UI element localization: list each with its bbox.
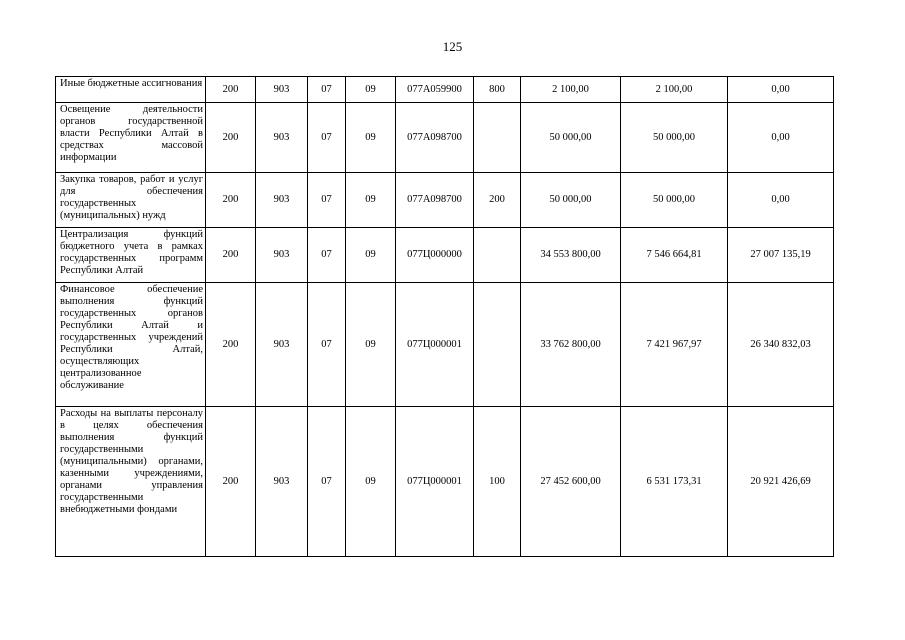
row-name: Централизация функций бюджетного учета в рамках государственных программ Республики Алтай [56,228,206,283]
row-csr: 077А098700 [396,173,474,228]
row-remaining: 26 340 832,03 [728,283,834,407]
row-remaining: 0,00 [728,77,834,103]
row-plan: 34 553 800,00 [521,228,621,283]
row-section: 07 [308,103,346,173]
row-executed: 6 531 173,31 [621,407,728,557]
row-executed: 2 100,00 [621,77,728,103]
row-subsection: 09 [346,283,396,407]
table-row [56,173,834,228]
row-grbs: 200 [206,173,256,228]
row-csr: 077Ц000000 [396,228,474,283]
row-vr: 800 [474,77,521,103]
row-subsection: 09 [346,173,396,228]
row-grbs: 200 [206,77,256,103]
row-remaining: 0,00 [728,103,834,173]
row-executed: 7 546 664,81 [621,228,728,283]
row-remaining: 27 007 135,19 [728,228,834,283]
row-grbs: 200 [206,103,256,173]
page-number: 125 [442,39,463,54]
row-grbs: 200 [206,283,256,407]
table-row [56,103,834,173]
row-name: Финансовое обеспечение выполнения функций государственных органов Республики Алтай и государственных учреждений Республики Алтай, осуществляющих централизованное обслуживание [56,283,206,407]
row-plan: 33 762 800,00 [521,283,621,407]
row-csr: 077А059900 [396,77,474,103]
row-vr: 100 [474,407,521,557]
table-row [56,407,834,557]
row-remaining: 20 921 426,69 [728,407,834,557]
table-row [56,228,834,283]
row-section: 07 [308,407,346,557]
row-code: 903 [256,173,308,228]
row-csr: 077Ц000001 [396,283,474,407]
row-csr: 077Ц000001 [396,407,474,557]
row-grbs: 200 [206,228,256,283]
row-code: 903 [256,103,308,173]
row-section: 07 [308,173,346,228]
row-name: Закупка товаров, работ и услуг для обеспечения государственных (муниципальных) нужд [56,173,206,228]
row-vr [474,103,521,173]
row-code: 903 [256,407,308,557]
row-executed: 50 000,00 [621,173,728,228]
row-grbs: 200 [206,407,256,557]
row-section: 07 [308,77,346,103]
row-section: 07 [308,228,346,283]
row-name: Расходы на выплаты персоналу в целях обеспечения выполнения функций государственными (муниципальными) органами, казенными учреждениями, органами управления государственными внебюджетными фондами [56,407,206,557]
row-name: Освещение деятельности органов государственной власти Республики Алтай в средствах массовой информации [56,103,206,173]
row-plan: 2 100,00 [521,77,621,103]
row-csr: 077А098700 [396,103,474,173]
row-vr [474,283,521,407]
row-vr: 200 [474,173,521,228]
row-vr [474,228,521,283]
row-plan: 50 000,00 [521,173,621,228]
row-code: 903 [256,283,308,407]
row-section: 07 [308,283,346,407]
table-row [56,77,834,103]
row-remaining: 0,00 [728,173,834,228]
row-executed: 50 000,00 [621,103,728,173]
row-subsection: 09 [346,77,396,103]
row-code: 903 [256,228,308,283]
table-row [56,283,834,407]
row-subsection: 09 [346,228,396,283]
budget-table [55,76,834,557]
row-plan: 50 000,00 [521,103,621,173]
row-plan: 27 452 600,00 [521,407,621,557]
row-subsection: 09 [346,407,396,557]
row-subsection: 09 [346,103,396,173]
row-executed: 7 421 967,97 [621,283,728,407]
row-code: 903 [256,77,308,103]
row-name: Иные бюджетные ассигнования [56,77,206,103]
